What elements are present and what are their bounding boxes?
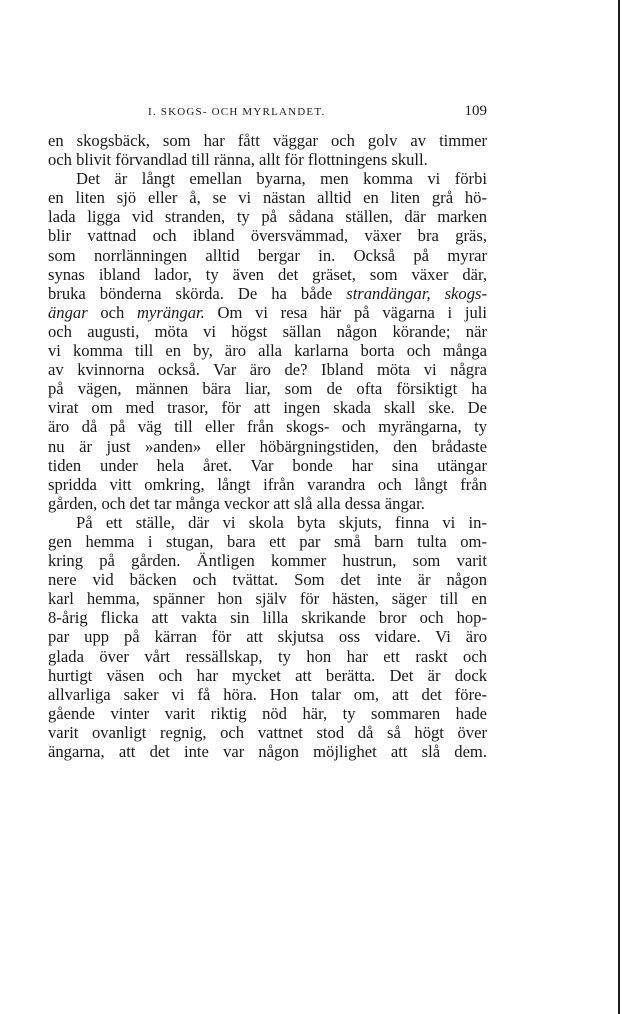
- text-segment: synas ibland lador, ty även det gräset, som växer där,: [48, 264, 487, 284]
- text-segment: 8-årig flicka att vakta sin lilla skrikande bror och hop-: [48, 608, 487, 628]
- running-head: I. SKOGS- OCH MYRLANDET.: [148, 106, 326, 118]
- text-segment: blir vattnad och ibland översvämmad, växer bra gräs,: [48, 226, 487, 246]
- page-edge: [618, 0, 620, 1014]
- text-line: [48, 150, 487, 169]
- text-segment: varit ovanligt regnig, och vattnet stod då så högt över: [48, 722, 487, 742]
- text-line: [48, 627, 487, 646]
- text-line: [48, 246, 487, 265]
- text-segment: allvarliga saker vi få höra. Hon talar om, att det före-: [48, 684, 487, 704]
- page-number: 109: [464, 103, 487, 119]
- text-segment: en liten sjö eller å, se vi nästan alltid en liten grå hö-: [48, 188, 487, 208]
- text-segment: virat om med trasor, för att ingen skada skall ske. De: [48, 398, 487, 418]
- text-line: [48, 131, 487, 150]
- text-segment: par upp på kärran för att skjutsa oss vidare. Vi äro: [48, 627, 487, 647]
- italic-term: myrängar.: [137, 302, 205, 322]
- body-text: [48, 131, 487, 761]
- text-segment: kring på gården. Äntligen kommer hustrun, som varit: [48, 551, 487, 571]
- text-segment: hurtigt väsen och har mycket att berätta. Det är dock: [48, 665, 487, 685]
- text-line: [48, 513, 487, 532]
- text-segment: och blivit förvandlad till ränna, allt för flottningens skull.: [48, 150, 428, 170]
- text-segment: på vägen, männen bära liar, som de ofta försiktigt ha: [48, 379, 487, 399]
- text-line: [48, 532, 487, 551]
- text-line: [48, 360, 487, 379]
- text-segment: en skogsbäck, som har fått väggar och golv av timmer: [48, 131, 487, 150]
- text-line: [48, 398, 487, 417]
- text-line: [48, 647, 487, 666]
- text-line: [48, 341, 487, 360]
- text-segment: tiden under hela året. Var bonde har sina utängar: [48, 455, 487, 475]
- text-segment: spridda vitt omkring, långt ifrån varandra och långt från: [48, 474, 487, 494]
- italic-term: ängar: [48, 302, 88, 322]
- text-line: [48, 704, 487, 723]
- text-segment: som norrlänningen alltid bergar in. Också på myrar: [48, 245, 487, 265]
- text-line: [48, 437, 487, 456]
- text-line: [48, 666, 487, 685]
- text-line: [48, 589, 487, 608]
- text-segment: lada ligga vid stranden, ty på sådana ställen, där marken: [48, 207, 487, 227]
- text-line: [48, 188, 487, 207]
- text-segment: och: [87, 302, 138, 322]
- text-segment: vi komma till en by, äro alla karlarna borta och många: [48, 341, 487, 361]
- text-segment: nere vid bäcken och tvättat. Som det inte är någon: [48, 570, 487, 590]
- text-segment: av kvinnorna också. Var äro de? Ibland möta vi några: [48, 360, 487, 380]
- text-segment: karl hemma, spänner hon själv för hästen, säger till en: [48, 589, 487, 609]
- text-line: [48, 570, 487, 589]
- text-line: [48, 284, 487, 303]
- text-line: [48, 742, 487, 761]
- text-line: [48, 551, 487, 570]
- italic-term: strandängar, skogs-: [346, 283, 488, 303]
- text-line: [48, 608, 487, 627]
- text-line: [48, 379, 487, 398]
- text-segment: nu är just »anden» eller höbärgningstiden, den brådaste: [48, 436, 487, 456]
- text-segment: gående vinter varit riktig nöd här, ty sommaren hade: [48, 703, 487, 723]
- text-line: [48, 226, 487, 245]
- text-segment: äro då på väg till eller från skogs- och myrängarna, ty: [48, 417, 487, 437]
- text-line: [48, 685, 487, 704]
- page-header: [48, 103, 487, 127]
- text-line: [48, 417, 487, 436]
- text-line: [48, 456, 487, 475]
- text-segment: Om vi resa här på vägarna i juli: [204, 302, 487, 322]
- text-segment: glada över vårt ressällskap, ty hon har ett raskt och: [48, 646, 487, 666]
- text-line: [48, 207, 487, 226]
- text-segment: På ett ställe, där vi skola byta skjuts, finna vi in-: [76, 512, 487, 532]
- text-segment: bruka bönderna skörda. De ha både: [48, 283, 347, 303]
- text-segment: gen hemma i stugan, bara ett par små barn tulta om-: [48, 531, 487, 551]
- text-line: [48, 169, 487, 188]
- text-line: [48, 475, 487, 494]
- text-line: [48, 322, 487, 341]
- text-segment: ängarna, att det inte var någon möjlighet att slå dem.: [48, 742, 487, 761]
- text-segment: och augusti, möta vi högst sällan någon körande; när: [48, 321, 487, 341]
- text-line: [48, 723, 487, 742]
- text-line: [48, 265, 487, 284]
- text-segment: gården, och det tar många veckor att slå alla dessa ängar.: [48, 493, 425, 513]
- text-segment: Det är långt emellan byarna, men komma vi förbi: [76, 169, 487, 189]
- text-line: [48, 303, 487, 322]
- text-line: [48, 494, 487, 513]
